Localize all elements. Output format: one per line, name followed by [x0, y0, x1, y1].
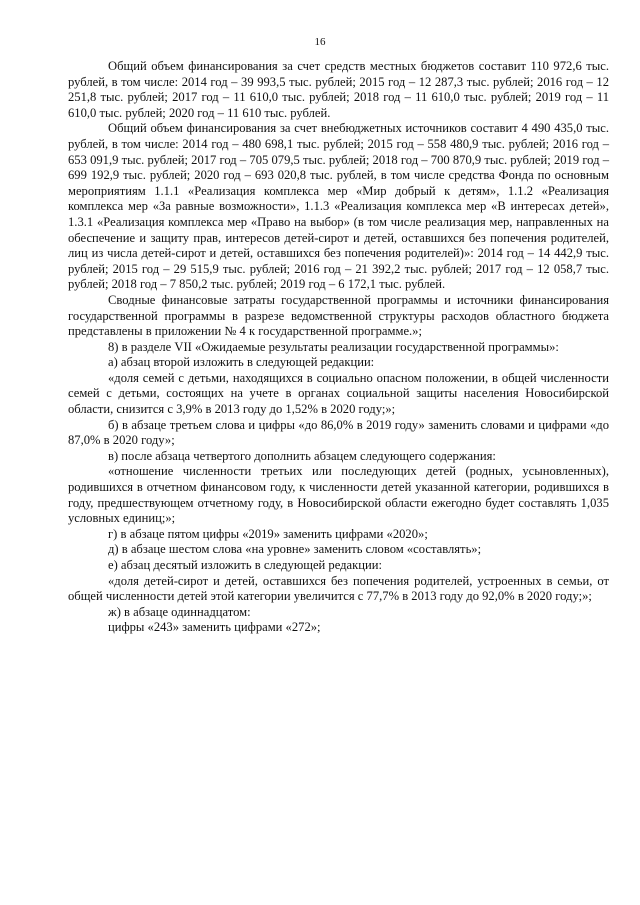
paragraph-item-zh: ж) в абзаце одиннадцатом: — [108, 604, 251, 619]
paragraph-local-budgets: Общий объем финансирования за счет средств местных бюджетов составит 110 972,6 тыс. рублей, в том числе: 2014 год – 39 993,5 тыс. рублей; 2015 год – 12 287,3 тыс. рублей; 2016 год – 12 251,8 тыс. рублей; 2017 год – 11 610,0 тыс. рублей; 2018 год – 11 610,0 тыс. рублей; 2019 год – 11 610,0 тыс. рублей; 2020 год – 11 610 тыс. рублей. — [68, 59, 609, 120]
paragraph-item-v: в) после абзаца четвертого дополнить абзацем следующего содержания: — [108, 448, 496, 463]
paragraph-quote-third-children: «отношение численности третьих или последующих детей (родных, усыновленных), родившихся в отчетном финансовом году, к численности детей указанной категории, родившихся в году, предшествующем отчетному году, в Новосибирской области ежегодно будет составлять 1,035 условных единиц;»; — [68, 464, 609, 526]
paragraph-item-a: а) абзац второй изложить в следующей редакции: — [108, 355, 375, 370]
paragraph-item-b: б) в абзаце третьем слова и цифры «до 86,0% в 2019 году» заменить словами и цифрами «до 87,0% в 2020 году»; — [68, 417, 609, 448]
paragraph-quote-orphans: «доля детей-сирот и детей, оставшихся без попечения родителей, устроенных в семьи, от общей численности детей этой категории увеличится с 77,7% в 2013 году до 92,0% в 2020 году;»; — [68, 573, 609, 604]
page-number: 16 — [314, 36, 326, 48]
paragraph-extrabudgetary: Общий объем финансирования за счет внебюджетных источников составит 4 490 435,0 тыс. рублей, в том числе: 2014 год – 480 698,1 тыс. рублей; 2015 год – 558 480,9 тыс. рублей; 2016 год – 653 091,9 тыс. рублей; 2017 год – 705 079,5 тыс. рублей; 2018 год – 700 870,9 тыс. рублей; 2019 год – 699 192,9 тыс. рублей; 2020 год – 693 020,8 тыс. рублей, в том числе средства Фонда по основным мероприятиям 1.1.1 «Реализация комплекса мер «Мир добрый к детям», 1.1.2 «Реализация комплекса мер «За равные возможности», 1.1.3 «Реализация комплекса мер «В интересах детей», 1.3.1 «Реализация комплекса мер «Право на выбор» (в том числе реализация мер, направленных на обеспечение и защиту прав, интересов детей-сирот и детей, оставшихся без попечения родителей, лиц из числа детей-сирот и детей, оставшихся без попечения родителей)»: 2014 год – 14 442,9 тыс. рублей; 2015 год – 29 515,9 тыс. рублей; 2016 год – 21 392,2 тыс. рублей; 2017 год – 12 058,7 тыс. рублей; 2018 год – 7 850,2 тыс. рублей; 2019 год – 6 172,1 тыс. рублей. — [68, 121, 609, 292]
paragraph-item-g: г) в абзаце пятом цифры «2019» заменить цифрами «2020»; — [108, 526, 428, 541]
paragraph-section-vii: 8) в разделе VII «Ожидаемые результаты реализации государственной программы»: — [108, 339, 559, 354]
paragraph-digits-243: цифры «243» заменить цифрами «272»; — [108, 620, 321, 635]
paragraph-item-e: е) абзац десятый изложить в следующей редакции: — [108, 558, 382, 572]
paragraph-summary-costs: Сводные финансовые затраты государственной программы и источники финансирования государственной программы в разрезе ведомственной структуры расходов областного бюджета представлены в приложении № 4 к государственной программе.»; — [68, 292, 609, 339]
paragraph-item-d: д) в абзаце шестом слова «на уровне» заменить словом «составлять»; — [108, 542, 482, 557]
document-body — [68, 59, 609, 636]
paragraph-quote-families: «доля семей с детьми, находящихся в социально опасном положении, в общей численности семей с детьми, состоящих на учете в органах социальной защиты населения Новосибирской области, снизится с 3,9% в 2013 году до 1,52% в 2020 году;»; — [68, 370, 609, 417]
